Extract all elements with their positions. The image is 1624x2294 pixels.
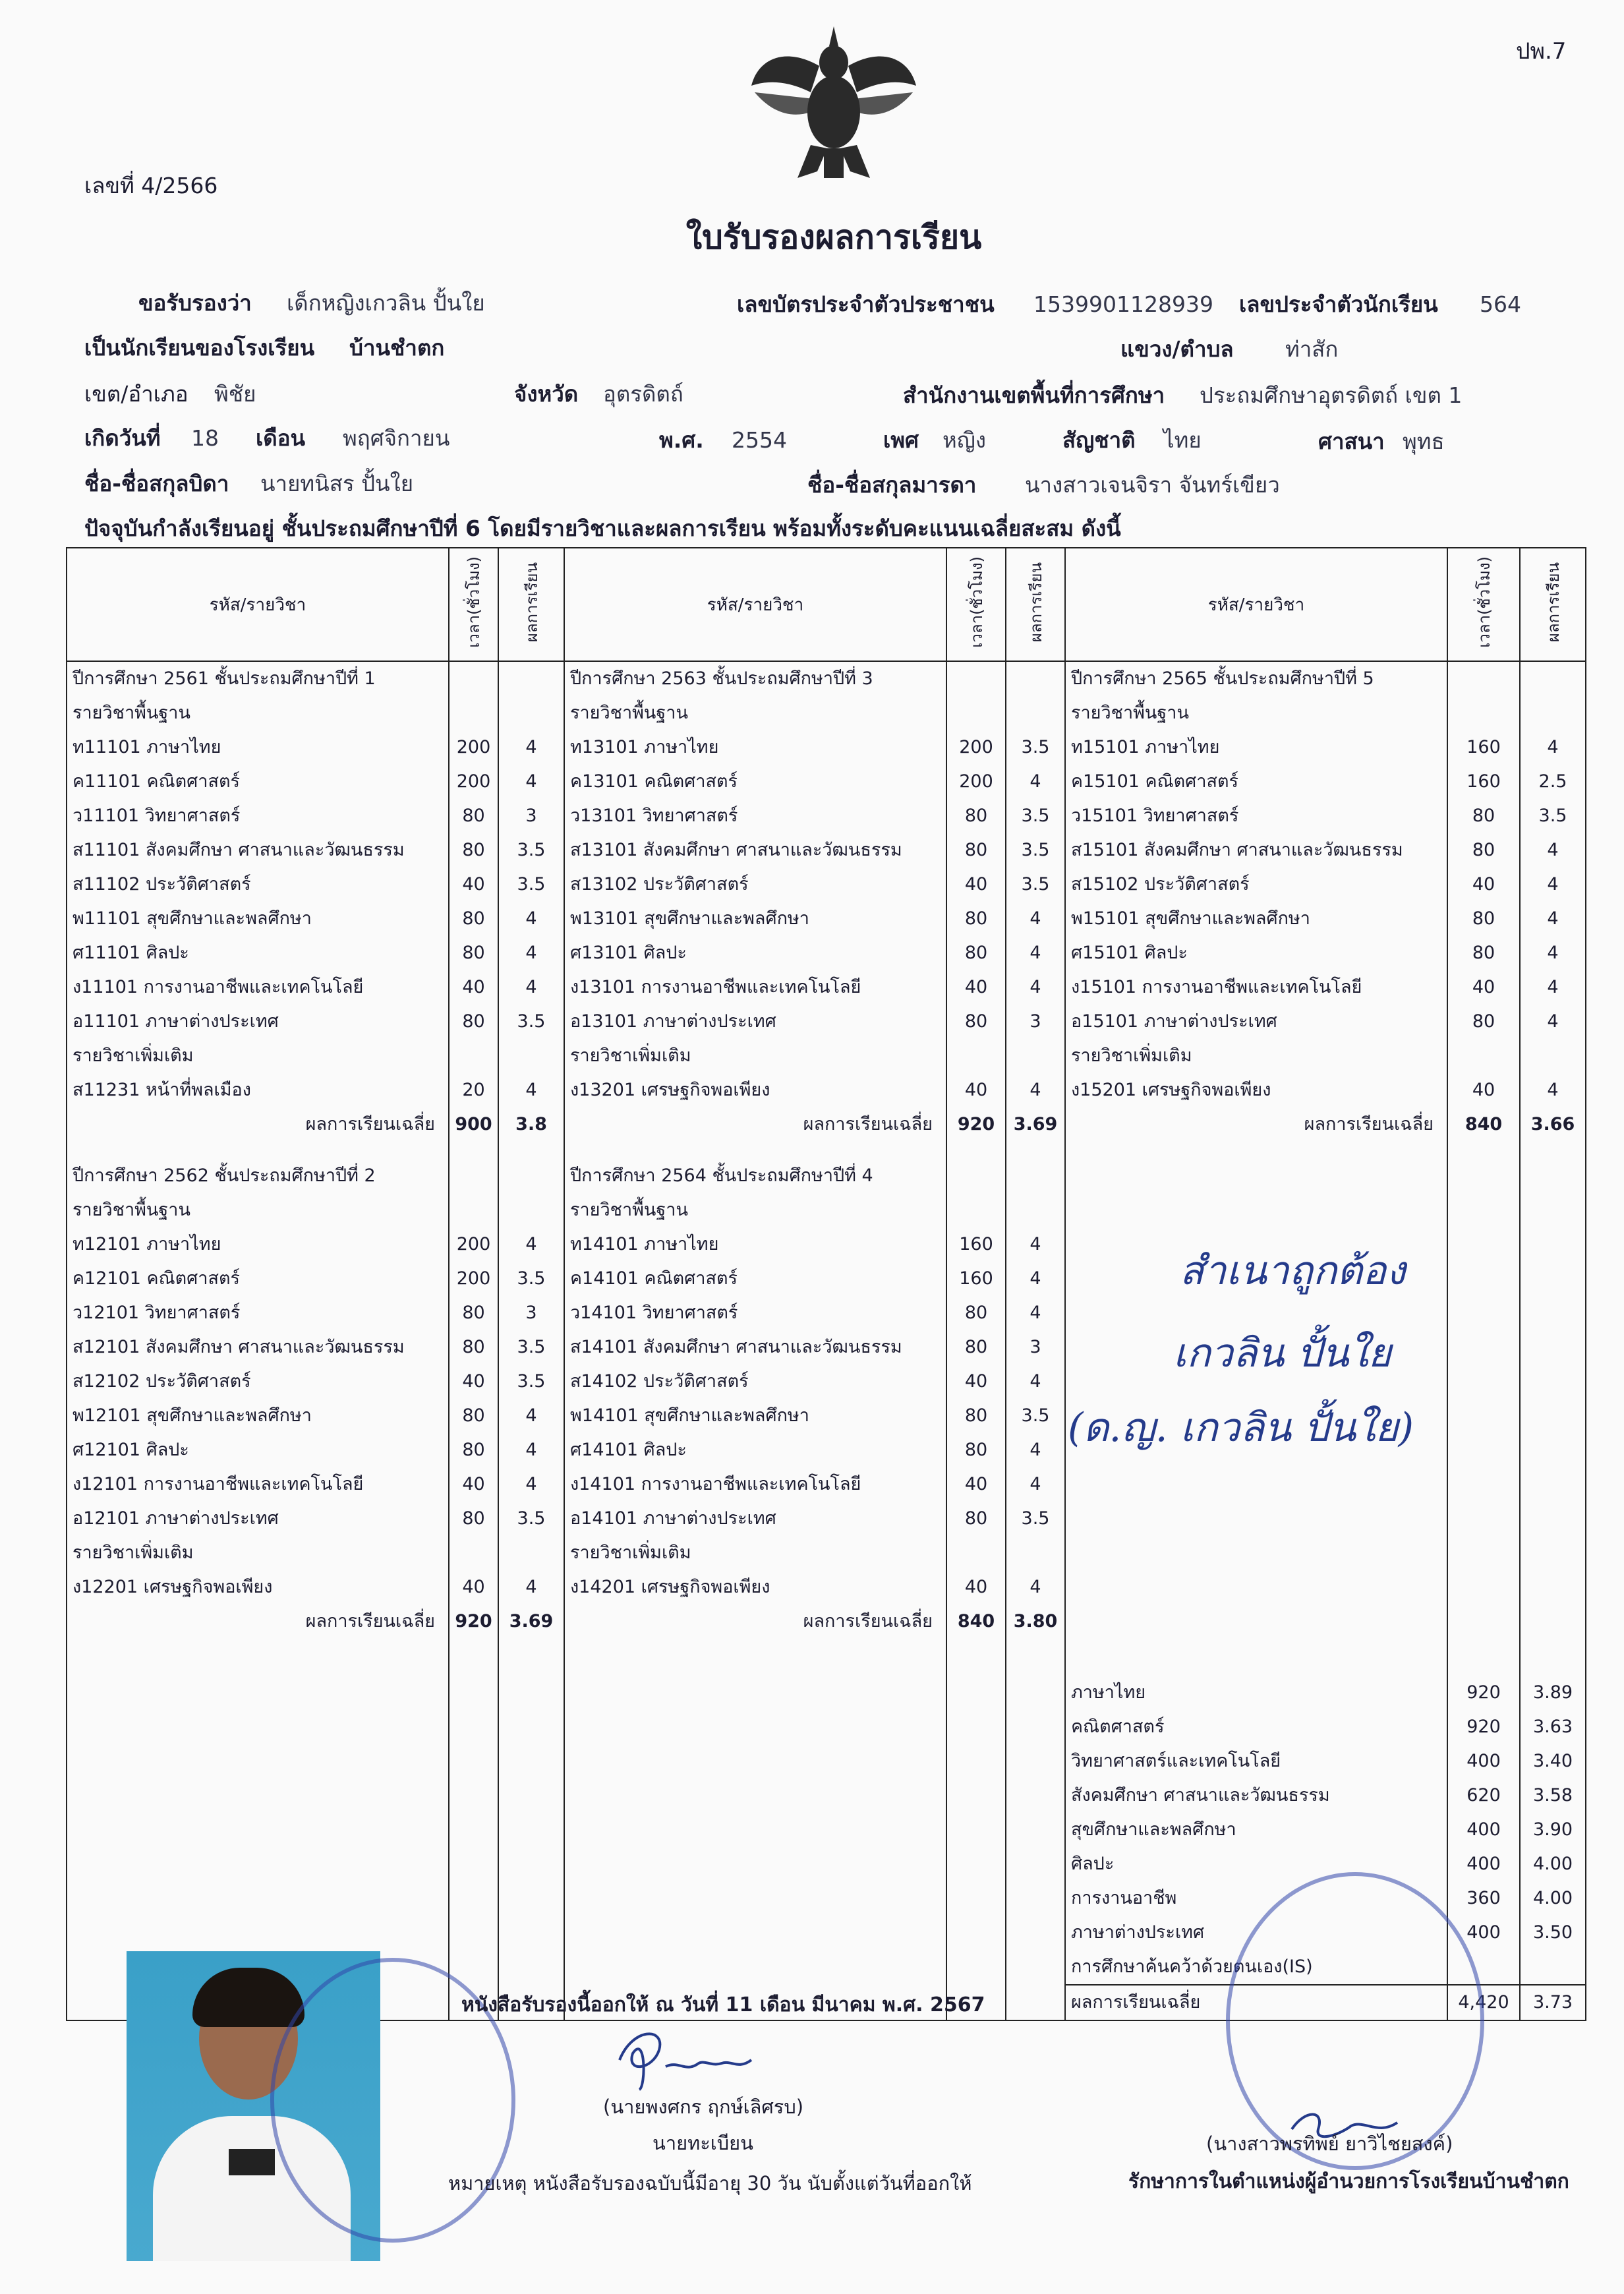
subject-grade: 3 xyxy=(525,806,537,826)
summary-subject: ภาษาต่างประเทศ xyxy=(1071,1922,1205,1943)
extra-subjects-label: รายวิชาเพิ่มเติม xyxy=(1071,1045,1192,1066)
certify-label: ขอรับรองว่า xyxy=(138,290,252,316)
header-hours: เวลา(ชั่วโมง) xyxy=(967,556,986,648)
hours-col-2 xyxy=(946,661,1006,2020)
subject-grade: 4 xyxy=(1030,1577,1041,1597)
subject-name: อ13101 ภาษาต่างประเทศ xyxy=(570,1011,776,1032)
validity-note: หมายเหตุ หนังสือรับรองฉบับนี้มีอายุ 30 วัน นับตั้งแต่วันที่ออกให้ xyxy=(448,2172,972,2194)
subject-name: ส12102 ประวัติศาสตร์ xyxy=(72,1371,251,1392)
header-hours: เวลา(ชั่วโมง) xyxy=(465,556,483,648)
year-average-label: ผลการเรียนเฉลี่ย xyxy=(803,1611,933,1632)
year-total-hours: 920 xyxy=(957,1114,995,1134)
subject-name: ง12201 เศรษฐกิจพอเพียง xyxy=(72,1577,273,1597)
summary-subject: ศิลปะ xyxy=(1071,1854,1115,1874)
subject-name: อ11101 ภาษาต่างประเทศ xyxy=(72,1011,279,1032)
header-grade: ผลการเรียน xyxy=(1026,562,1045,643)
subject-name: ว11101 วิทยาศาสตร์ xyxy=(72,806,241,826)
subject-hours: 20 xyxy=(462,1080,485,1100)
subject-grade: 4 xyxy=(1547,908,1559,929)
subject-hours: 40 xyxy=(964,1474,988,1494)
subject-grade: 3.5 xyxy=(517,1371,546,1392)
subject-hours: 160 xyxy=(959,1268,993,1289)
subject-grade: 4 xyxy=(1030,1268,1041,1289)
basic-subjects-label: รายวิชาพื้นฐาน xyxy=(72,1200,190,1220)
summary-subject: สังคมศึกษา ศาสนาและวัฒนธรรม xyxy=(1071,1785,1330,1806)
summary-grade: 3.89 xyxy=(1532,1682,1573,1703)
header-grade: ผลการเรียน xyxy=(1544,562,1563,643)
subject-hours: 40 xyxy=(1472,874,1495,895)
summary-grade: 3.50 xyxy=(1532,1922,1573,1943)
subject-hours: 80 xyxy=(964,1508,988,1529)
subject-grade: 4 xyxy=(1030,1474,1041,1494)
subject-hours: 80 xyxy=(462,1508,485,1529)
subject-grade: 4 xyxy=(1030,1303,1041,1323)
summary-grade: 3.63 xyxy=(1532,1717,1573,1737)
subject-name: ส15101 สังคมศึกษา ศาสนาและวัฒนธรรม xyxy=(1071,840,1403,860)
year-total-hours: 840 xyxy=(957,1611,995,1632)
summary-hours: 920 xyxy=(1466,1717,1501,1737)
summary-grade: 4.00 xyxy=(1532,1854,1573,1874)
subject-grade: 4 xyxy=(1547,1080,1559,1100)
subject-name: ท11101 ภาษาไทย xyxy=(72,737,221,757)
subject-hours: 80 xyxy=(462,1440,485,1460)
subject-name: ว14101 วิทยาศาสตร์ xyxy=(570,1303,738,1323)
header-subject: รหัส/รายวิชา xyxy=(209,595,306,615)
subject-name: ส15102 ประวัติศาสตร์ xyxy=(1071,874,1250,895)
summary-subject: วิทยาศาสตร์และเทคโนโลยี xyxy=(1071,1751,1281,1771)
school-name: บ้านชำตก xyxy=(349,335,445,361)
subject-grade: 3.5 xyxy=(517,1508,546,1529)
subject-name: อ14101 ภาษาต่างประเทศ xyxy=(570,1508,776,1529)
year-title: ปีการศึกษา 2564 ชั้นประถมศึกษาปีที่ 4 xyxy=(570,1165,873,1186)
summary-hours: 400 xyxy=(1466,1819,1501,1840)
subject-hours: 40 xyxy=(462,874,485,895)
subject-grade: 4 xyxy=(1547,840,1559,860)
district-value: พิชัย xyxy=(214,381,256,407)
subject-grade: 4 xyxy=(525,943,537,963)
subject-grade: 4 xyxy=(1547,1011,1559,1032)
subject-grade: 4 xyxy=(525,908,537,929)
birth-day-value: 18 xyxy=(191,425,219,451)
summary-hours: 400 xyxy=(1466,1751,1501,1771)
district-label: เขต/อำเภอ xyxy=(84,381,188,407)
summary-grade: 3.90 xyxy=(1532,1819,1573,1840)
birth-month-value: พฤศจิกายน xyxy=(343,425,450,451)
registrar-name: (นายพงศกร ฤกษ์เลิศรบ) xyxy=(603,2096,804,2118)
extra-subjects-label: รายวิชาเพิ่มเติม xyxy=(570,1045,691,1066)
subject-grade: 3.5 xyxy=(1021,874,1050,895)
subdistrict-label: แขวง/ตำบล xyxy=(1120,336,1234,362)
subject-name: ค14101 คณิตศาสตร์ xyxy=(570,1268,738,1289)
subject-name: ง14101 การงานอาชีพและเทคโนโลยี xyxy=(570,1474,861,1494)
header-hours: เวลา(ชั่วโมง) xyxy=(1474,556,1494,648)
overall-average-label: ผลการเรียนเฉลี่ย xyxy=(1066,1984,1447,2020)
summary-grade: 4.00 xyxy=(1532,1888,1573,1908)
birth-year-label: พ.ศ. xyxy=(659,427,704,453)
subject-grade: 4 xyxy=(1030,1234,1041,1254)
year-average: 3.69 xyxy=(509,1611,554,1632)
overall-total-hours: 4,420 xyxy=(1448,1984,1519,2020)
subject-hours: 80 xyxy=(964,1337,988,1357)
school-label: เป็นนักเรียนของโรงเรียน xyxy=(84,335,315,361)
subject-name: ว15101 วิทยาศาสตร์ xyxy=(1071,806,1239,826)
subject-grade: 4 xyxy=(525,771,537,792)
basic-subjects-label: รายวิชาพื้นฐาน xyxy=(72,703,190,723)
summary-subject: การงานอาชีพ xyxy=(1071,1888,1177,1908)
subject-hours: 80 xyxy=(462,1303,485,1323)
basic-subjects-label: รายวิชาพื้นฐาน xyxy=(570,1200,688,1220)
subject-grade: 4 xyxy=(1547,977,1559,997)
registrar-signature-icon xyxy=(606,2020,778,2093)
header-grade: ผลการเรียน xyxy=(522,562,541,643)
overall-average: 3.73 xyxy=(1521,1984,1585,2020)
subject-name: ง12101 การงานอาชีพและเทคโนโลยี xyxy=(72,1474,364,1494)
subject-grade: 2.5 xyxy=(1538,771,1567,792)
student-id-label: เลขประจำตัวนักเรียน xyxy=(1239,291,1438,317)
subject-name: ท13101 ภาษาไทย xyxy=(570,737,719,757)
year-average-label: ผลการเรียนเฉลี่ย xyxy=(305,1114,435,1134)
subject-grade: 3 xyxy=(1030,1337,1041,1357)
subject-hours: 80 xyxy=(462,840,485,860)
subject-hours: 40 xyxy=(964,1080,988,1100)
subject-name: ง14201 เศรษฐกิจพอเพียง xyxy=(570,1577,770,1597)
table-header-row xyxy=(67,548,1586,661)
id-card-value: 1539901128939 xyxy=(1033,291,1213,317)
subject-grade: 4 xyxy=(1547,874,1559,895)
subject-col-1 xyxy=(67,661,449,2020)
subject-grade: 3.5 xyxy=(517,874,546,895)
subject-hours: 80 xyxy=(462,1337,485,1357)
subject-hours: 40 xyxy=(964,1371,988,1392)
id-card-label: เลขบัตรประจำตัวประชาชน xyxy=(737,291,995,317)
form-code: ปพ.7 xyxy=(1516,38,1567,65)
handwritten-name: (ด.ญ. เกวลิน ปั้นใย) xyxy=(1068,1405,1414,1451)
birth-year-value: 2554 xyxy=(732,427,787,453)
subject-name: ง13201 เศรษฐกิจพอเพียง xyxy=(570,1080,770,1100)
subject-grade: 3.5 xyxy=(1021,840,1050,860)
subject-hours: 80 xyxy=(964,1011,988,1032)
subject-hours: 40 xyxy=(964,874,988,895)
father-value: นายทนิสร ปั้นใย xyxy=(260,471,414,496)
summary-subject: การศึกษาค้นคว้าด้วยตนเอง(IS) xyxy=(1071,1956,1313,1977)
subject-grade: 4 xyxy=(1030,977,1041,997)
subject-grade: 3.5 xyxy=(1021,1405,1050,1426)
subject-grade: 4 xyxy=(525,1577,537,1597)
summary-subject: สุขศึกษาและพลศึกษา xyxy=(1071,1819,1236,1840)
year-average-label: ผลการเรียนเฉลี่ย xyxy=(803,1114,933,1134)
summary-subject: ภาษาไทย xyxy=(1071,1682,1146,1703)
sex-label: เพศ xyxy=(883,427,919,453)
subject-hours: 40 xyxy=(1472,977,1495,997)
handwritten-signature: เกวลิน ปั้นใย xyxy=(1173,1330,1391,1376)
registrar-title: นายทะเบียน xyxy=(652,2132,753,2154)
subject-hours: 80 xyxy=(964,1303,988,1323)
subject-grade: 4 xyxy=(1030,1440,1041,1460)
year-average: 3.66 xyxy=(1530,1114,1575,1134)
subject-grade: 3.5 xyxy=(517,1011,546,1032)
subject-hours: 40 xyxy=(462,1577,485,1597)
subject-hours: 80 xyxy=(462,943,485,963)
subject-hours: 80 xyxy=(1472,840,1495,860)
extra-subjects-label: รายวิชาเพิ่มเติม xyxy=(72,1543,194,1563)
mother-label: ชื่อ-ชื่อสกุลมารดา xyxy=(807,472,977,498)
subject-grade: 3.5 xyxy=(517,1337,546,1357)
subject-hours: 40 xyxy=(964,1577,988,1597)
subject-grade: 4 xyxy=(1030,1371,1041,1392)
subject-name: ส12101 สังคมศึกษา ศาสนาและวัฒนธรรม xyxy=(72,1337,405,1357)
header-subject: รหัส/รายวิชา xyxy=(707,595,804,615)
subject-name: ท14101 ภาษาไทย xyxy=(570,1234,719,1254)
director-name: (นางสาวพรทิพย์ ยาวิไชยสงค์) xyxy=(1206,2132,1453,2155)
enrollment-statement: ปัจจุบันกำลังเรียนอยู่ ชั้นประถมศึกษาปีที่ 6 โดยมีรายวิชาและผลการเรียน พร้อมทั้งระดับคะแนนเฉลี่ยสะสม ดังนี้ xyxy=(84,515,1121,541)
subject-name: อ12101 ภาษาต่างประเทศ xyxy=(72,1508,279,1529)
subject-name: ส14101 สังคมศึกษา ศาสนาและวัฒนธรรม xyxy=(570,1337,902,1357)
subject-hours: 40 xyxy=(964,977,988,997)
subject-grade: 3.5 xyxy=(1538,806,1567,826)
page-title: ใบรับรองผลการเรียน xyxy=(685,218,982,256)
subject-grade: 3 xyxy=(1030,1011,1041,1032)
subject-name: ค11101 คณิตศาสตร์ xyxy=(72,771,240,792)
subject-name: ง13101 การงานอาชีพและเทคโนโลยี xyxy=(570,977,861,997)
nationality-value: ไทย xyxy=(1163,427,1202,453)
subject-name: ส11101 สังคมศึกษา ศาสนาและวัฒนธรรม xyxy=(72,840,405,860)
subject-hours: 200 xyxy=(456,771,491,792)
subject-name: ง11101 การงานอาชีพและเทคโนโลยี xyxy=(72,977,364,997)
subject-grade: 4 xyxy=(525,737,537,757)
subject-hours: 40 xyxy=(462,1371,485,1392)
subject-name: ง15101 การงานอาชีพและเทคโนโลยี xyxy=(1071,977,1362,997)
mother-value: นางสาวเจนจิรา จันทร์เขียว xyxy=(1025,472,1280,498)
subject-name: พ11101 สุขศึกษาและพลศึกษา xyxy=(72,908,312,929)
subject-hours: 80 xyxy=(964,1440,988,1460)
province-value: อุตรดิตถ์ xyxy=(603,381,683,407)
subject-grade: 3.5 xyxy=(517,840,546,860)
extra-subjects-label: รายวิชาเพิ่มเติม xyxy=(570,1543,691,1563)
subject-grade: 4 xyxy=(1030,943,1041,963)
student-name: เด็กหญิงเกวลิน ปั้นใย xyxy=(287,290,485,316)
year-average: 3.80 xyxy=(1013,1611,1058,1632)
subject-hours: 160 xyxy=(959,1234,993,1254)
grade-col-1 xyxy=(498,661,564,2020)
subject-name: ค15101 คณิตศาสตร์ xyxy=(1071,771,1238,792)
subject-grade: 4 xyxy=(525,1474,537,1494)
subdistrict-value: ท่าสัก xyxy=(1285,336,1339,362)
subject-hours: 80 xyxy=(462,806,485,826)
subject-hours: 80 xyxy=(964,806,988,826)
subject-grade: 3 xyxy=(525,1303,537,1323)
summary-grade: 3.40 xyxy=(1532,1751,1573,1771)
subject-name: ศ15101 ศิลปะ xyxy=(1071,943,1188,963)
subject-grade: 4 xyxy=(525,1234,537,1254)
year-title: ปีการศึกษา 2563 ชั้นประถมศึกษาปีที่ 3 xyxy=(570,668,873,689)
subject-hours: 80 xyxy=(462,908,485,929)
basic-subjects-label: รายวิชาพื้นฐาน xyxy=(570,703,688,723)
year-average-label: ผลการเรียนเฉลี่ย xyxy=(305,1611,435,1632)
year-average: 3.69 xyxy=(1013,1114,1058,1134)
summary-hours: 920 xyxy=(1466,1682,1501,1703)
subject-hours: 80 xyxy=(1472,1011,1495,1032)
subject-name: พ14101 สุขศึกษาและพลศึกษา xyxy=(570,1405,809,1426)
subject-name: ส13102 ประวัติศาสตร์ xyxy=(570,874,749,895)
year-title: ปีการศึกษา 2562 ชั้นประถมศึกษาปีที่ 2 xyxy=(72,1165,376,1186)
nationality-label: สัญชาติ xyxy=(1062,427,1136,453)
basic-subjects-label: รายวิชาพื้นฐาน xyxy=(1071,703,1189,723)
summary-hours: 620 xyxy=(1466,1785,1501,1806)
subject-grade: 4 xyxy=(525,1405,537,1426)
religion-label: ศาสนา xyxy=(1318,428,1385,454)
subject-name: ส14102 ประวัติศาสตร์ xyxy=(570,1371,749,1392)
province-label: จังหวัด xyxy=(514,381,579,407)
year-title: ปีการศึกษา 2561 ชั้นประถมศึกษาปีที่ 1 xyxy=(72,668,376,689)
hours-col-1 xyxy=(449,661,498,2020)
subject-name: ส11231 หน้าที่พลเมือง xyxy=(72,1080,251,1100)
year-total-hours: 840 xyxy=(1464,1114,1503,1134)
subject-name: ศ12101 ศิลปะ xyxy=(72,1440,189,1460)
director-title: รักษาการในตำแหน่งผู้อำนวยการโรงเรียนบ้านชำตก xyxy=(1128,2170,1569,2193)
subject-hours: 40 xyxy=(462,1474,485,1494)
subject-hours: 80 xyxy=(964,908,988,929)
year-total-hours: 920 xyxy=(455,1611,492,1632)
hours-col-3 xyxy=(1447,661,1520,2020)
birth-day-label: เกิดวันที่ xyxy=(84,425,161,451)
subject-name: ง15201 เศรษฐกิจพอเพียง xyxy=(1071,1080,1271,1100)
subject-name: อ15101 ภาษาต่างประเทศ xyxy=(1071,1011,1277,1032)
subject-hours: 200 xyxy=(959,771,993,792)
subject-hours: 80 xyxy=(964,840,988,860)
subject-hours: 200 xyxy=(959,737,993,757)
subject-hours: 200 xyxy=(456,737,491,757)
subject-grade: 3.5 xyxy=(517,1268,546,1289)
subject-name: ค12101 คณิตศาสตร์ xyxy=(72,1268,240,1289)
subject-name: ศ14101 ศิลปะ xyxy=(570,1440,687,1460)
grade-col-2 xyxy=(1006,661,1065,2020)
subject-hours: 80 xyxy=(462,1011,485,1032)
summary-hours: 400 xyxy=(1466,1922,1501,1943)
summary-grade: 3.58 xyxy=(1532,1785,1573,1806)
religion-value: พุทธ xyxy=(1403,428,1445,454)
subject-name: พ15101 สุขศึกษาและพลศึกษา xyxy=(1071,908,1310,929)
subject-name: ศ13101 ศิลปะ xyxy=(570,943,687,963)
subject-name: ส11102 ประวัติศาสตร์ xyxy=(72,874,251,895)
subject-name: ท12101 ภาษาไทย xyxy=(72,1234,221,1254)
subject-hours: 80 xyxy=(964,943,988,963)
subject-name: ศ11101 ศิลปะ xyxy=(72,943,189,963)
subject-grade: 4 xyxy=(525,1080,537,1100)
area-office-label: สำนักงานเขตพื้นที่การศึกษา xyxy=(903,382,1165,408)
subject-grade: 3.5 xyxy=(1021,737,1050,757)
issued-date: หนังสือรับรองนี้ออกให้ ณ วันที่ 11 เดือน มีนาคม พ.ศ. 2567 xyxy=(461,1993,985,2016)
doc-number: เลขที่ 4/2566 xyxy=(84,173,218,198)
student-id-value: 564 xyxy=(1480,291,1521,317)
summary-subject: คณิตศาสตร์ xyxy=(1071,1717,1165,1737)
subject-name: ส13101 สังคมศึกษา ศาสนาและวัฒนธรรม xyxy=(570,840,902,860)
year-average: 3.8 xyxy=(515,1114,547,1134)
extra-subjects-label: รายวิชาเพิ่มเติม xyxy=(72,1045,194,1066)
subject-grade: 3.5 xyxy=(1021,806,1050,826)
subject-hours: 80 xyxy=(964,1405,988,1426)
subject-grade: 4 xyxy=(525,1440,537,1460)
grade-col-3 xyxy=(1520,661,1586,2020)
subject-grade: 3.5 xyxy=(1021,1508,1050,1529)
summary-hours: 360 xyxy=(1466,1888,1501,1908)
year-total-hours: 900 xyxy=(455,1114,492,1134)
subject-grade: 4 xyxy=(1030,771,1041,792)
father-label: ชื่อ-ชื่อสกุลบิดา xyxy=(84,471,229,496)
subject-grade: 4 xyxy=(1547,737,1559,757)
subject-hours: 40 xyxy=(462,977,485,997)
subject-grade: 4 xyxy=(1030,1080,1041,1100)
subject-col-2 xyxy=(564,661,946,2020)
subject-name: ว12101 วิทยาศาสตร์ xyxy=(72,1303,241,1323)
subject-hours: 80 xyxy=(1472,943,1495,963)
subject-name: ค13101 คณิตศาสตร์ xyxy=(570,771,738,792)
area-office-value: ประถมศึกษาอุตรดิตถ์ เขต 1 xyxy=(1200,382,1463,408)
header-subject: รหัส/รายวิชา xyxy=(1207,595,1305,615)
summary-grade xyxy=(1521,1950,1585,1984)
subject-hours: 80 xyxy=(1472,908,1495,929)
subject-grade: 4 xyxy=(1547,943,1559,963)
subject-name: ว13101 วิทยาศาสตร์ xyxy=(570,806,738,826)
year-title: ปีการศึกษา 2565 ชั้นประถมศึกษาปีที่ 5 xyxy=(1071,668,1374,689)
subject-hours: 160 xyxy=(1466,771,1501,792)
subject-hours: 40 xyxy=(1472,1080,1495,1100)
year-average-label: ผลการเรียนเฉลี่ย xyxy=(1304,1114,1434,1134)
subject-hours: 200 xyxy=(456,1268,491,1289)
sex-value: หญิง xyxy=(942,427,986,453)
subject-grade: 4 xyxy=(1030,908,1041,929)
subject-name: พ12101 สุขศึกษาและพลศึกษา xyxy=(72,1405,312,1426)
subject-hours: 160 xyxy=(1466,737,1501,757)
subject-name: พ13101 สุขศึกษาและพลศึกษา xyxy=(570,908,809,929)
garuda-emblem-icon xyxy=(745,20,923,191)
summary-hours: 400 xyxy=(1466,1854,1501,1874)
subject-hours: 200 xyxy=(456,1234,491,1254)
handwritten-certified-copy: สำเนาถูกต้อง xyxy=(1180,1248,1406,1294)
subject-grade: 4 xyxy=(525,977,537,997)
subject-name: ท15101 ภาษาไทย xyxy=(1071,737,1220,757)
birth-month-label: เดือน xyxy=(256,425,306,451)
subject-hours: 80 xyxy=(1472,806,1495,826)
subject-hours: 80 xyxy=(462,1405,485,1426)
